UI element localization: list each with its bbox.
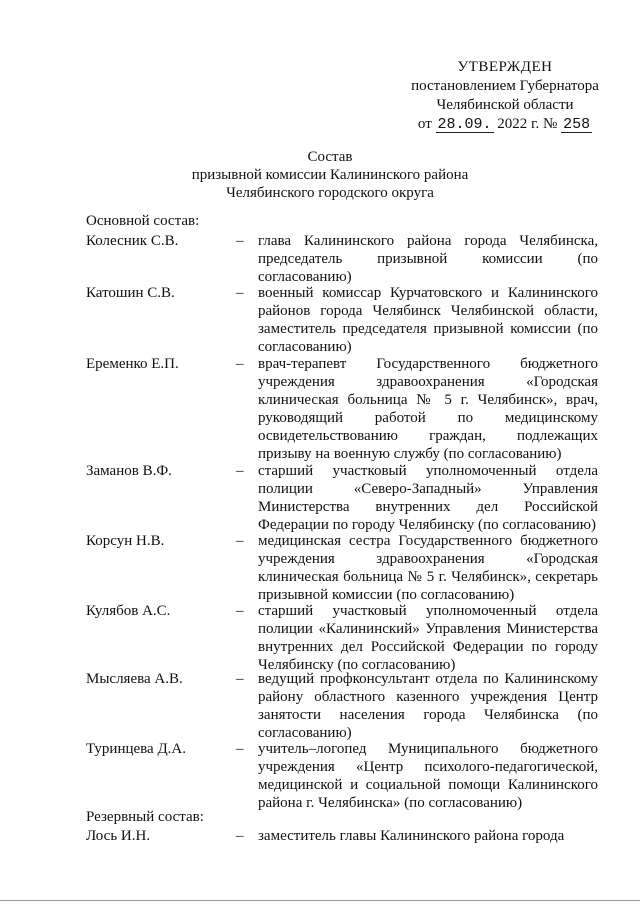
member-name: Катошин С.В. bbox=[86, 285, 175, 301]
approval-block bbox=[400, 58, 610, 134]
document-title bbox=[150, 148, 510, 202]
member-name: Кулябов А.С. bbox=[86, 603, 171, 619]
member-name: Мысляева А.В. bbox=[86, 671, 183, 687]
member-name: Заманов В.Ф. bbox=[86, 463, 172, 479]
member-dash: – bbox=[236, 741, 244, 757]
member-desc: старший участковый уполномоченный отдела полиции «Северо-Западный» Управления Министерства внутренних дел Российской Федерации по городу Челябинску (по согласованию) bbox=[258, 463, 598, 533]
member-dash: – bbox=[236, 533, 244, 549]
approval-date: 28.09. bbox=[437, 116, 492, 133]
member-desc: врач-терапевт Государственного бюджетного учреждения здравоохранения «Городская клиническая больница № 5 г. Челябинск», врач, руководящий работой по медицинскому освидетельствованию граждан, подлежащих призыву на военную службу (по согласованию) bbox=[258, 356, 598, 462]
member-desc: медицинская сестра Государственного бюджетного учреждения здравоохранения «Городская клиническая больница № 5 г. Челябинск», секретарь призывной комиссии (по согласованию) bbox=[258, 533, 598, 603]
member-name: Туринцева Д.А. bbox=[86, 741, 187, 757]
member-name: Лось И.Н. bbox=[86, 828, 151, 844]
approval-date-line bbox=[400, 115, 610, 134]
approval-heading: УТВЕРЖДЕН bbox=[457, 59, 553, 75]
member-desc: ведущий профконсультант отдела по Калининскому району областного казенного учреждения Центр занятости населения города Челябинска (по согласованию) bbox=[258, 671, 598, 741]
member-dash: – bbox=[236, 356, 244, 372]
main-section-heading: Основной состав: bbox=[86, 213, 200, 229]
scan-edge bbox=[0, 900, 640, 901]
member-name: Корсун Н.В. bbox=[86, 533, 165, 549]
reserve-section-heading: Резервный состав: bbox=[86, 809, 204, 825]
member-desc: глава Калининского района города Челябинска, председатель призывной комиссии (по согласованию) bbox=[258, 233, 598, 285]
title-line-3: Челябинского городского округа bbox=[226, 185, 434, 201]
member-desc: учитель–логопед Муниципального бюджетного учреждения «Центр психолого-педагогической, медицинской и социальной помощи Калининского района г. Челябинска» (по согласованию) bbox=[258, 741, 598, 811]
member-dash: – bbox=[236, 233, 244, 249]
approval-line-3: Челябинской области bbox=[436, 97, 574, 113]
member-name: Колесник С.В. bbox=[86, 233, 179, 249]
member-desc: заместитель главы Калининского района города bbox=[258, 828, 565, 844]
approval-year: 2022 г. № bbox=[497, 116, 558, 132]
member-desc: военный комиссар Курчатовского и Калининского районов города Челябинск Челябинской области, заместитель председателя призывной комиссии (по согласованию) bbox=[258, 285, 598, 355]
member-name: Еременко Е.П. bbox=[86, 356, 179, 372]
title-line-1: Состав bbox=[307, 149, 353, 165]
member-dash: – bbox=[236, 285, 244, 301]
member-dash: – bbox=[236, 463, 244, 479]
title-line-2: призывной комиссии Калининского района bbox=[191, 167, 469, 183]
approval-number: 258 bbox=[563, 116, 591, 133]
member-dash: – bbox=[236, 828, 244, 844]
member-desc: старший участковый уполномоченный отдела полиции «Калининский» Управления Министерства внутренних дел Российской Федерации по городу Челябинску (по согласованию) bbox=[258, 603, 598, 673]
approval-prefix: от bbox=[417, 116, 432, 132]
approval-line-2: постановлением Губернатора bbox=[411, 78, 599, 94]
member-dash: – bbox=[236, 603, 244, 619]
member-dash: – bbox=[236, 671, 244, 687]
